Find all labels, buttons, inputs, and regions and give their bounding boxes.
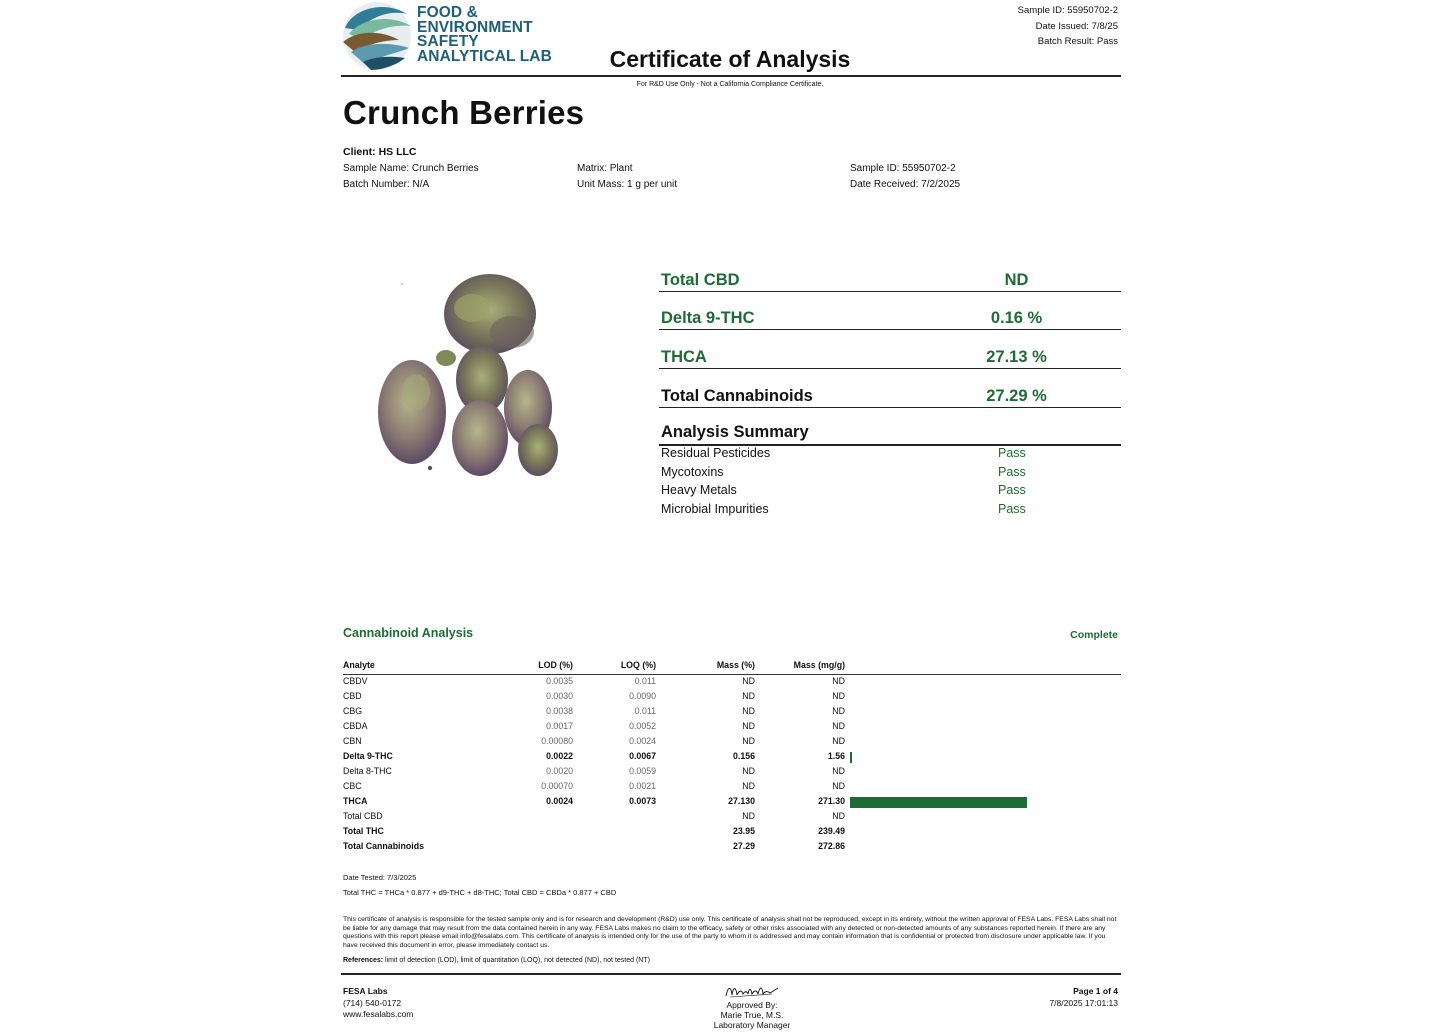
header-divider [341, 75, 1121, 77]
approver-title: Laboratory Manager [713, 1020, 791, 1030]
cell-mass-mg: ND [832, 781, 845, 791]
cell-analyte: Delta 9-THC [343, 751, 393, 761]
table-row [343, 690, 1121, 705]
references [343, 957, 650, 964]
mass-bar [850, 797, 1027, 808]
cell-mass-mg: ND [832, 691, 845, 701]
cell-lod: 0.00080 [541, 736, 573, 746]
header-sample-id: Sample ID: 55950702-2 [1017, 5, 1118, 16]
table-row [343, 780, 1121, 795]
table-row [343, 765, 1121, 780]
summary-value: 27.29 % [986, 387, 1047, 405]
logo-line: ANALYTICAL LAB [417, 47, 552, 65]
cell-loq: 0.0052 [629, 721, 656, 731]
cell-mass-mg: ND [832, 676, 845, 686]
cell-mass-mg: 1.56 [827, 751, 845, 761]
table-row [343, 735, 1121, 750]
column-header: LOQ (%) [620, 660, 656, 670]
analysis-summary-title: Analysis Summary [661, 423, 809, 441]
table-row [343, 720, 1121, 735]
cell-analyte: CBG [343, 706, 363, 716]
cell-lod: 0.0022 [546, 751, 573, 761]
cell-mass-mg: ND [832, 811, 845, 821]
cell-mass-mg: 239.49 [818, 826, 845, 836]
analysis-row-microbial-impurities [661, 502, 1121, 520]
summary-label: Total CBD [661, 271, 740, 289]
cell-loq: 0.0024 [629, 736, 656, 746]
summary-row-total-cannabinoids [659, 382, 1121, 408]
total-formula: Total THC = THCa * 0.877 + d9-THC + d8-THC; Total CBD = CBDa * 0.877 + CBD [343, 888, 617, 897]
summary-value: 0.16 % [990, 309, 1043, 327]
cell-mass-pct: 27.130 [728, 796, 755, 806]
cell-mass-pct: ND [742, 721, 755, 731]
product-name: Crunch Berries [343, 94, 585, 131]
cell-lod: 0.0035 [546, 676, 573, 686]
cell-analyte: CBD [343, 691, 362, 701]
cell-mass-pct: ND [742, 736, 755, 746]
analysis-result: Pass [998, 502, 1026, 516]
cell-lod: 0.0030 [546, 691, 573, 701]
summary-row-delta9-thc [659, 304, 1121, 330]
footer-timestamp: 7/8/2025 17:01:13 [1049, 997, 1118, 1008]
references-label: References: [343, 957, 384, 964]
cell-loq: 0.0059 [629, 766, 656, 776]
cell-analyte: Delta 8-THC [343, 766, 392, 776]
table-row [343, 825, 1121, 840]
table-row [343, 810, 1121, 825]
cell-mass-pct: 0.156 [732, 751, 755, 761]
cannabinoid-table [343, 660, 1121, 855]
sample-id: Sample ID: 55950702-2 [850, 163, 956, 174]
cell-mass-pct: 23.95 [732, 826, 755, 836]
cell-analyte: Total THC [343, 826, 384, 836]
analysis-row-residual-pesticides [661, 446, 1121, 464]
summary-value: 27.13 % [986, 348, 1047, 366]
cell-analyte: CBDA [343, 721, 368, 731]
logo-line: SAFETY [417, 33, 479, 50]
client-name: Client: HS LLC [343, 146, 417, 158]
cell-lod: 0.00070 [541, 781, 573, 791]
analysis-row-heavy-metals [661, 483, 1121, 501]
cell-mass-pct: ND [742, 766, 755, 776]
header-batch-result: Batch Result: Pass [1037, 36, 1118, 47]
table-body [343, 675, 1121, 855]
footer-lab-name: FESA Labs [343, 986, 388, 996]
document-title: Certificate of Analysis [609, 46, 851, 72]
column-header: LOD (%) [538, 660, 573, 670]
footer-page-info [1049, 986, 1118, 1009]
logo-line: FOOD & [417, 4, 478, 21]
cell-analyte: Total CBD [343, 811, 383, 821]
approved-by-label: Approved By: [726, 1000, 778, 1010]
summary-label: Total Cannabinoids [661, 387, 813, 405]
table-header [343, 660, 1121, 675]
analysis-label: Heavy Metals [661, 483, 737, 497]
batch-number: Batch Number: N/A [343, 179, 430, 190]
footer-divider [341, 973, 1121, 975]
cell-loq: 0.0073 [629, 796, 656, 806]
analysis-result: Pass [998, 465, 1026, 479]
analysis-result: Pass [998, 446, 1026, 460]
table-row [343, 675, 1121, 690]
cell-loq: 0.011 [634, 676, 656, 686]
mass-bar [850, 752, 852, 763]
table-row [343, 840, 1121, 855]
column-header: Mass (%) [716, 660, 755, 670]
approver-name: Marie True, M.S. [720, 1010, 784, 1020]
summary-row-total-cbd [659, 266, 1121, 292]
table-row [343, 795, 1121, 810]
cell-mass-pct: ND [742, 811, 755, 821]
matrix: Matrix: Plant [577, 163, 633, 174]
logo-wordmark [417, 6, 552, 64]
cell-lod: 0.0020 [546, 766, 573, 776]
page-number: Page 1 of 4 [1073, 986, 1118, 996]
cell-analyte: CBN [343, 736, 362, 746]
cell-lod: 0.0024 [546, 796, 573, 806]
cell-mass-mg: 272.86 [818, 841, 845, 851]
column-header: Analyte [343, 660, 375, 670]
summary-value: ND [1004, 271, 1029, 289]
references-text: limit of detection (LOD), limit of quantitation (LOQ), not detected (ND), not tested (NT) [383, 957, 650, 964]
logo-line: ENVIRONMENT [417, 18, 533, 36]
date-received: Date Received: 7/2/2025 [850, 179, 961, 190]
cell-lod: 0.0038 [546, 706, 573, 716]
cell-mass-pct: 27.29 [732, 841, 755, 851]
table-row [343, 750, 1121, 765]
footer-approval [652, 982, 852, 1030]
cannabinoid-analysis-title: Cannabinoid Analysis [343, 626, 474, 640]
cell-mass-pct: ND [742, 691, 755, 701]
cell-mass-mg: 271.30 [818, 796, 845, 806]
sample-info-col-1 [343, 161, 479, 193]
summary-label: THCA [661, 348, 707, 366]
footer-website: www.fesalabs.com [343, 1009, 414, 1019]
cell-mass-pct: ND [742, 676, 755, 686]
cell-loq: 0.0090 [629, 691, 656, 701]
sample-info-col-2 [577, 161, 677, 193]
footer-phone: (714) 540-0172 [343, 997, 402, 1008]
signature [722, 982, 782, 1000]
cell-mass-mg: ND [832, 721, 845, 731]
date-tested: Date Tested: 7/3/2025 [343, 873, 417, 882]
cell-mass-mg: ND [832, 706, 845, 716]
cell-mass-pct: ND [742, 781, 755, 791]
analysis-result: Pass [998, 483, 1026, 497]
analysis-label: Mycotoxins [661, 465, 724, 479]
cell-mass-mg: ND [832, 736, 845, 746]
cell-mass-mg: ND [832, 766, 845, 776]
cell-analyte: CBC [343, 781, 362, 791]
summary-row-thca [659, 343, 1121, 369]
rd-use-note: For R&D Use Only - Not a California Compliance Certificate. [636, 81, 824, 88]
summary-label: Delta 9-THC [661, 309, 755, 327]
product-photo [362, 262, 602, 492]
unit-mass: Unit Mass: 1 g per unit [577, 179, 678, 190]
cell-lod: 0.0017 [546, 721, 573, 731]
header-date-issued: Date Issued: 7/8/25 [1035, 20, 1118, 32]
cell-loq: 0.0067 [629, 751, 656, 761]
column-header: Mass (mg/g) [793, 660, 845, 670]
cell-analyte: Total Cannabinoids [343, 841, 424, 851]
analysis-row-mycotoxins [661, 465, 1121, 483]
sample-name: Sample Name: Crunch Berries [343, 163, 479, 174]
cell-mass-pct: ND [742, 706, 755, 716]
cell-analyte: THCA [343, 796, 368, 806]
cell-loq: 0.0021 [629, 781, 656, 791]
cell-analyte: CBDV [343, 676, 368, 686]
cell-loq: 0.011 [634, 706, 656, 716]
table-row [343, 705, 1121, 720]
analysis-label: Microbial Impurities [661, 502, 769, 516]
cannabinoid-status: Complete [1070, 629, 1118, 641]
header-meta [1018, 3, 1118, 50]
footer-lab-info [343, 986, 413, 1021]
analysis-label: Residual Pesticides [661, 446, 771, 460]
sample-info-col-3 [850, 161, 960, 193]
disclaimer: This certificate of analysis is responsible for the tested sample only and is for research and development (R&D) use only. This certificate of analysis shall not be reproduced, except in its entirety, without the written approval of FESA Labs. FESA Labs shall not be liable for any damage that may result from the data contained herein in any way. FESA Labs makes no claim to the efficacy, safety or other risks associated with any detected or non-detected amounts of any substances reported herein. If there are any questions with this report please email info@fesalabs.com. This certificate of analysis is intended only for the use of the party to whom it is addressed and may contain information that is confidential or protected from disclosure under applicable law. If you have received this document in error, please immediately contact us. [343, 916, 1117, 950]
